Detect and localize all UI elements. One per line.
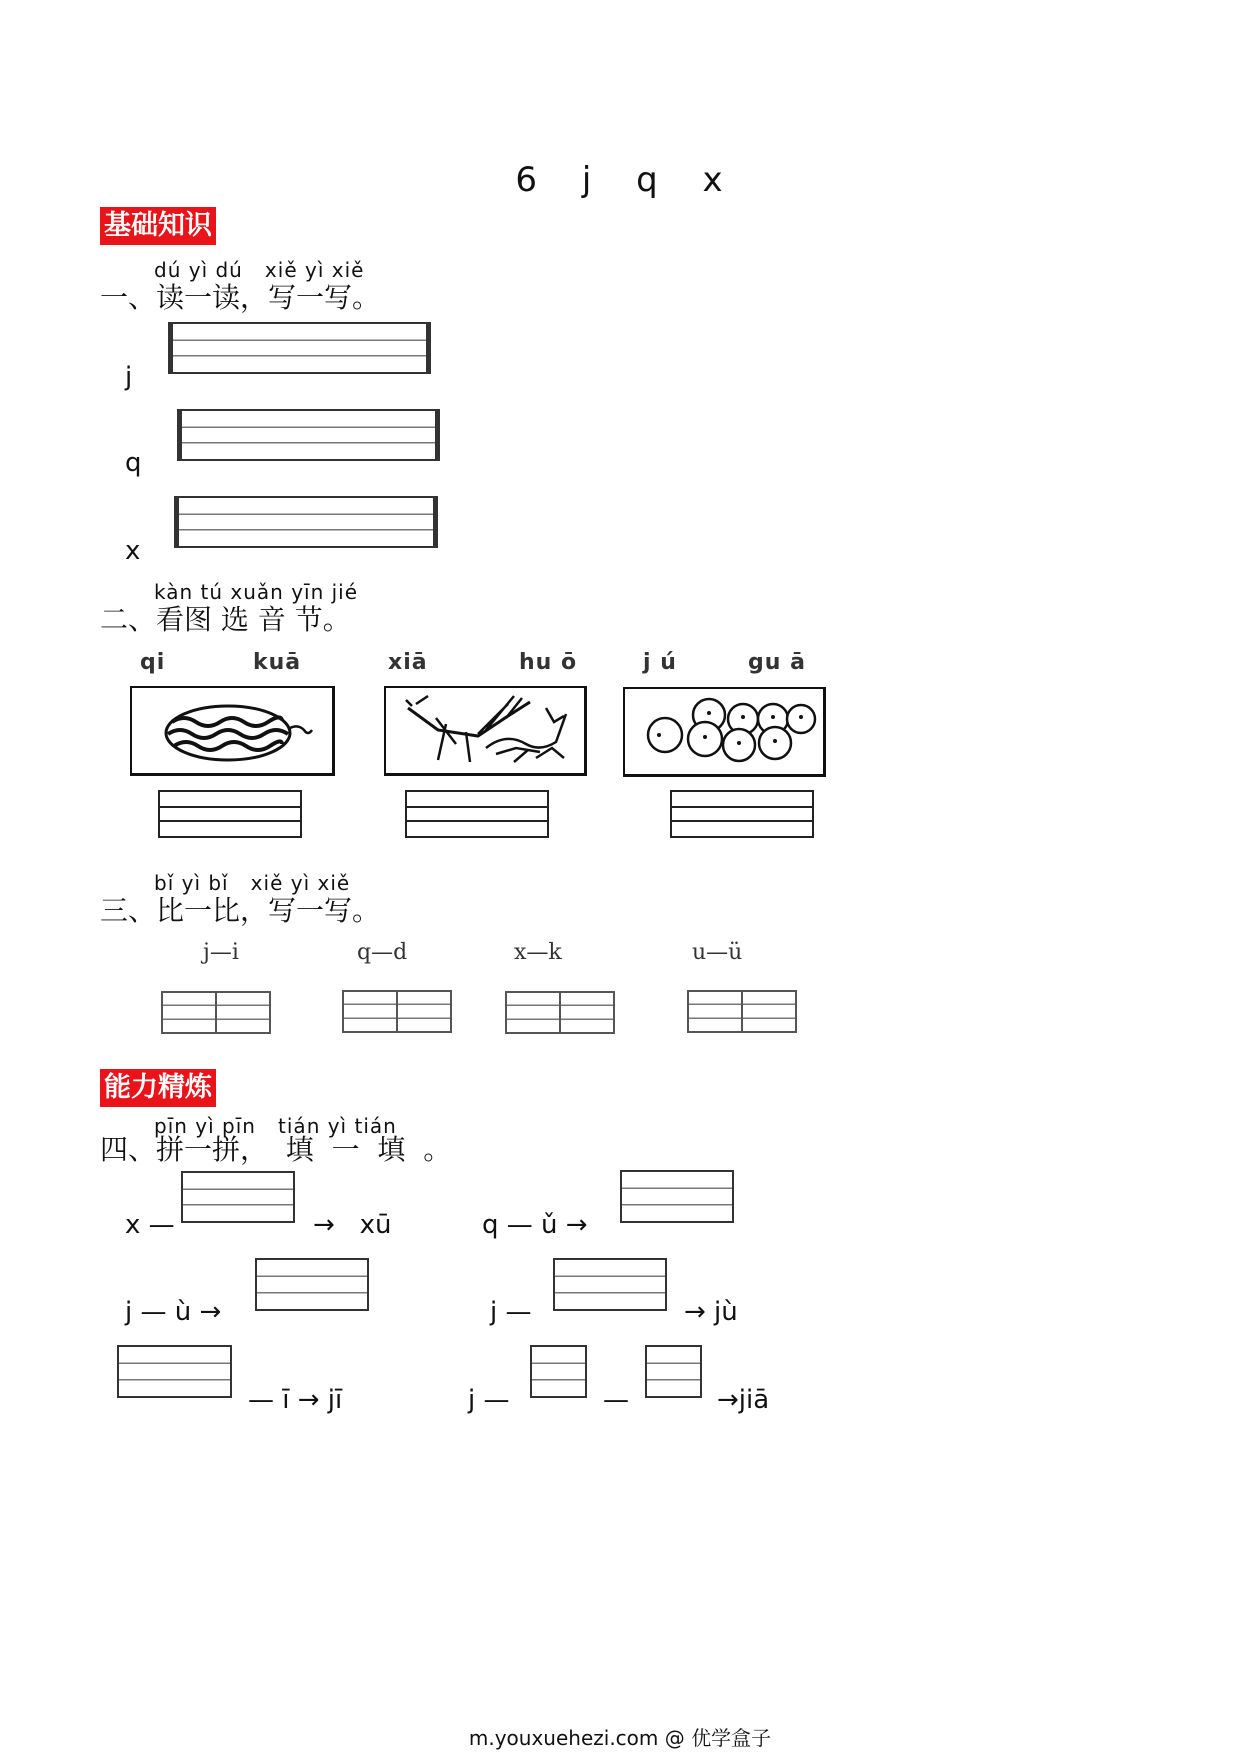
q1-writing-grid-j[interactable] xyxy=(168,322,431,374)
q2-option[interactable]: hu ō xyxy=(519,650,578,675)
q3-text: 三、比一比，写一写。 xyxy=(100,894,381,927)
q2-option[interactable]: gu ā xyxy=(748,650,806,675)
q4-expression: — xyxy=(603,1385,629,1415)
q3-answer-grid[interactable] xyxy=(505,991,615,1034)
q2-answer-grid[interactable] xyxy=(670,790,814,838)
q3-answer-grid[interactable] xyxy=(342,990,452,1033)
q3-answer-grid[interactable] xyxy=(161,991,271,1034)
q4-text: 四、拼一拼， 填 一 填 。 xyxy=(100,1133,452,1166)
picture-box xyxy=(384,686,587,776)
q1-letter-q: q xyxy=(125,448,142,478)
q3-pinyin: bǐ yì bǐ xiě yì xiě xyxy=(154,871,351,895)
q1-writing-grid-x[interactable] xyxy=(174,496,438,548)
q4-expression: →jiā xyxy=(717,1385,770,1415)
q3-answer-grid[interactable] xyxy=(687,990,797,1033)
picture-box xyxy=(130,686,335,776)
q3-pair: x—k xyxy=(514,940,562,965)
q4-answer-grid[interactable] xyxy=(645,1345,702,1398)
q4-answer-grid[interactable] xyxy=(181,1171,295,1223)
q4-answer-grid[interactable] xyxy=(620,1170,734,1223)
q3-pair: q—d xyxy=(357,940,408,965)
q1-letter-j: j xyxy=(125,362,133,392)
watermelon-icon xyxy=(132,688,332,774)
q2-option[interactable]: kuā xyxy=(253,650,302,675)
q2-text: 二、看图 选 音 节。 xyxy=(100,603,351,636)
q4-expression: → jù xyxy=(684,1297,738,1327)
page-title: 6 j q x xyxy=(515,160,725,200)
q4-expression: j — xyxy=(490,1297,532,1327)
section-tag-advanced: 能力精炼 xyxy=(100,1069,216,1107)
q1-letter-x: x xyxy=(125,536,141,566)
q4-expression: x — xyxy=(125,1210,175,1240)
oranges-icon xyxy=(625,689,823,775)
q4-answer-grid[interactable] xyxy=(117,1345,232,1398)
section-tag-basic: 基础知识 xyxy=(100,207,216,245)
shrimp-icon xyxy=(386,688,584,774)
q2-option[interactable]: j ú xyxy=(643,650,677,675)
q3-pair: j—i xyxy=(203,940,239,965)
picture-box xyxy=(623,687,826,777)
q3-pair: u—ü xyxy=(692,940,743,965)
q2-option[interactable]: xiā xyxy=(388,650,428,675)
q4-answer-grid[interactable] xyxy=(553,1258,667,1311)
q4-answer-grid[interactable] xyxy=(530,1345,587,1398)
q2-option[interactable]: qi xyxy=(140,650,166,675)
q2-answer-grid[interactable] xyxy=(158,790,302,838)
q4-expression: — ī → jī xyxy=(248,1385,343,1415)
q1-writing-grid-q[interactable] xyxy=(177,409,440,461)
q4-answer-grid[interactable] xyxy=(255,1258,369,1311)
q1-pinyin: dú yì dú xiě yì xiě xyxy=(154,258,365,282)
q2-answer-grid[interactable] xyxy=(405,790,549,838)
q2-pinyin: kàn tú xuǎn yīn jié xyxy=(154,580,359,604)
q4-pinyin: pīn yì pīn tián yì tián xyxy=(154,1114,397,1138)
q1-text: 一、读一读，写一写。 xyxy=(100,281,381,314)
q4-expression: j — ù → xyxy=(125,1297,222,1327)
footer-watermark: m.youxuehezi.com @ 优学盒子 xyxy=(468,1726,772,1750)
q4-expression: → xū xyxy=(313,1210,392,1240)
q4-expression: q — ǔ → xyxy=(482,1210,588,1240)
q4-expression: j — xyxy=(468,1385,510,1415)
